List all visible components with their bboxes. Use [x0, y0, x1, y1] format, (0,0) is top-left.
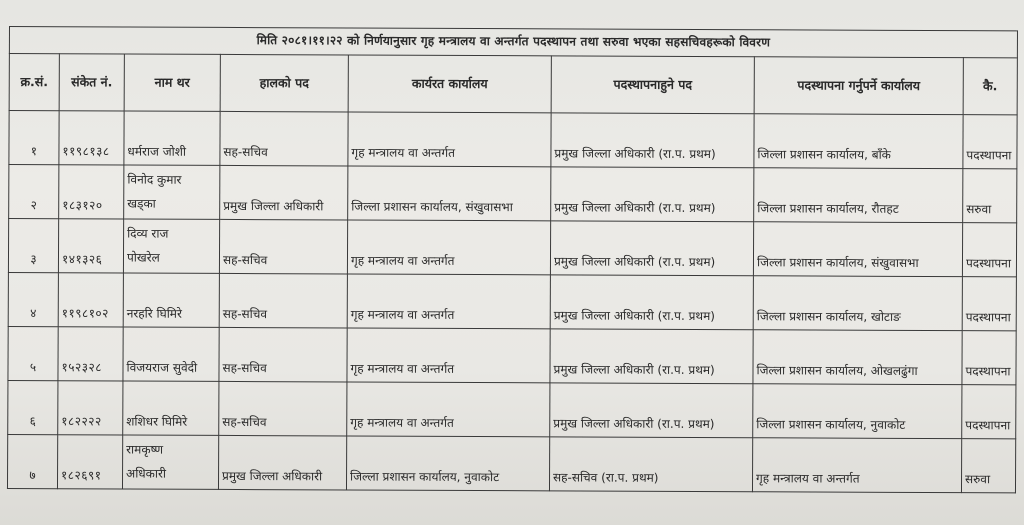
name-line: खड्का — [127, 196, 156, 211]
cell-current-post: सह-सचिव — [219, 381, 347, 436]
cell-current-post: प्रमुख जिल्ला अधिकारी — [218, 435, 346, 490]
table-row — [7, 434, 1015, 492]
cell-new-post: प्रमुख जिल्ला अधिकारी (रा.प. प्रथम) — [550, 383, 753, 438]
cell-new-office: गृह मन्त्रालय वा अन्तर्गत — [752, 438, 961, 493]
cell-current-office: गृह मन्त्रालय वा अन्तर्गत — [347, 382, 550, 437]
cell-code: १८२२२२ — [58, 381, 123, 435]
cell-new-post: सह-सचिव (रा.प. प्रथम) — [549, 437, 752, 492]
name-line: पोखरेल — [126, 250, 160, 265]
cell-code: १८३१२० — [59, 165, 124, 219]
header-name: नाम थर — [124, 54, 220, 111]
table-row — [8, 272, 1016, 330]
name-line: रामकृष्ण — [126, 442, 164, 457]
cell-code: ११९८१०२ — [58, 273, 123, 327]
cell-remarks: सरुवा — [963, 169, 1017, 223]
header-current-post: हालको पद — [220, 54, 348, 112]
cell-remarks: पदस्थापना — [962, 223, 1016, 277]
cell-name — [123, 219, 219, 273]
cell-new-post: प्रमुख जिल्ला अधिकारी (रा.प. प्रथम) — [550, 221, 753, 276]
cell-new-office: जिल्ला प्रशासन कार्यालय, नुवाकोट — [753, 384, 962, 439]
cell-current-office: गृह मन्त्रालय वा अन्तर्गत — [347, 220, 550, 275]
name-line: शशिधर घिमिरे — [126, 414, 188, 429]
header-remarks: कै. — [963, 58, 1017, 115]
cell-new-office: जिल्ला प्रशासन कार्यालय, रौतहट — [754, 168, 963, 223]
cell-current-office: गृह मन्त्रालय वा अन्तर्गत — [347, 274, 550, 329]
header-new-post: पदस्थापनाहुने पद — [551, 56, 754, 114]
header-new-office: पदस्थापना गर्नुपर्ने कार्यालय — [754, 57, 963, 115]
name-line: दिव्य राज — [127, 226, 169, 242]
cell-sn: ५ — [8, 326, 58, 380]
cell-sn: ७ — [7, 434, 57, 488]
transfer-table — [7, 26, 1018, 493]
cell-current-post: सह-सचिव — [219, 219, 347, 274]
cell-new-post: प्रमुख जिल्ला अधिकारी (रा.प. प्रथम) — [551, 167, 754, 222]
cell-code: १८२६९१ — [57, 435, 122, 489]
cell-sn: ४ — [8, 272, 58, 326]
table-row — [8, 326, 1016, 384]
cell-remarks: सरुवा — [961, 439, 1015, 493]
cell-new-post: प्रमुख जिल्ला अधिकारी (रा.प. प्रथम) — [550, 329, 753, 384]
cell-code: १४१३२६ — [58, 219, 123, 273]
cell-remarks: पदस्थापना — [962, 385, 1016, 439]
cell-current-post: सह-सचिव — [220, 111, 348, 166]
cell-name — [123, 327, 219, 381]
cell-remarks: पदस्थापना — [963, 115, 1017, 169]
table-title: मिति २०८१।११।२२ को निर्णयानुसार गृह मन्त्रालय वा अन्तर्गत पदस्थापन तथा सरुवा भएका सहसचिवहरूको विवरण — [9, 27, 1017, 58]
cell-sn: ६ — [8, 380, 58, 434]
cell-remarks: पदस्थापना — [962, 277, 1016, 331]
cell-name — [124, 111, 220, 165]
cell-sn: २ — [9, 165, 59, 219]
name-line: विनोद कुमार — [127, 172, 182, 188]
name-line: धर्मराज जोशी — [127, 144, 187, 159]
cell-new-post: प्रमुख जिल्ला अधिकारी (रा.प. प्रथम) — [550, 275, 753, 330]
cell-name — [123, 273, 219, 327]
cell-new-office: जिल्ला प्रशासन कार्यालय, संखुवासभा — [753, 222, 962, 277]
cell-new-office: जिल्ला प्रशासन कार्यालय, ओखलढुंगा — [753, 330, 962, 385]
cell-sn: ३ — [8, 219, 58, 273]
cell-current-office: जिल्ला प्रशासन कार्यालय, नुवाकोट — [346, 436, 549, 491]
cell-sn: १ — [9, 111, 59, 165]
cell-current-office: गृह मन्त्रालय वा अन्तर्गत — [347, 328, 550, 383]
name-line: विजयराज सुवेदी — [126, 360, 198, 375]
table-row — [8, 380, 1016, 438]
name-line: नरहरि घिमिरे — [126, 306, 182, 321]
cell-current-office: गृह मन्त्रालय वा अन्तर्गत — [348, 112, 551, 167]
cell-new-post: प्रमुख जिल्ला अधिकारी (रा.प. प्रथम) — [551, 113, 754, 168]
header-code: संकेत नं. — [59, 54, 124, 111]
cell-new-office: जिल्ला प्रशासन कार्यालय, बाँके — [754, 114, 963, 169]
table-row — [8, 219, 1016, 277]
cell-current-post: सह-सचिव — [219, 273, 347, 328]
table-row — [9, 165, 1017, 223]
cell-name — [124, 165, 220, 219]
cell-name — [122, 435, 218, 489]
cell-name — [123, 381, 219, 435]
name-line: अधिकारी — [126, 466, 167, 481]
cell-code: ११९८१३८ — [59, 111, 124, 165]
cell-code: १५२३२८ — [58, 327, 123, 381]
cell-remarks: पदस्थापना — [962, 331, 1016, 385]
cell-current-post: सह-सचिव — [219, 327, 347, 382]
cell-new-office: जिल्ला प्रशासन कार्यालय, खोटाङ — [753, 276, 962, 331]
table-row — [9, 111, 1017, 169]
header-sn: क्र.सं. — [9, 54, 59, 111]
header-current-office: कार्यरत कार्यालय — [348, 55, 551, 113]
cell-current-office: जिल्ला प्रशासन कार्यालय, संखुवासभा — [348, 166, 551, 221]
header-row — [9, 54, 1017, 115]
cell-current-post: प्रमुख जिल्ला अधिकारी — [220, 165, 348, 220]
